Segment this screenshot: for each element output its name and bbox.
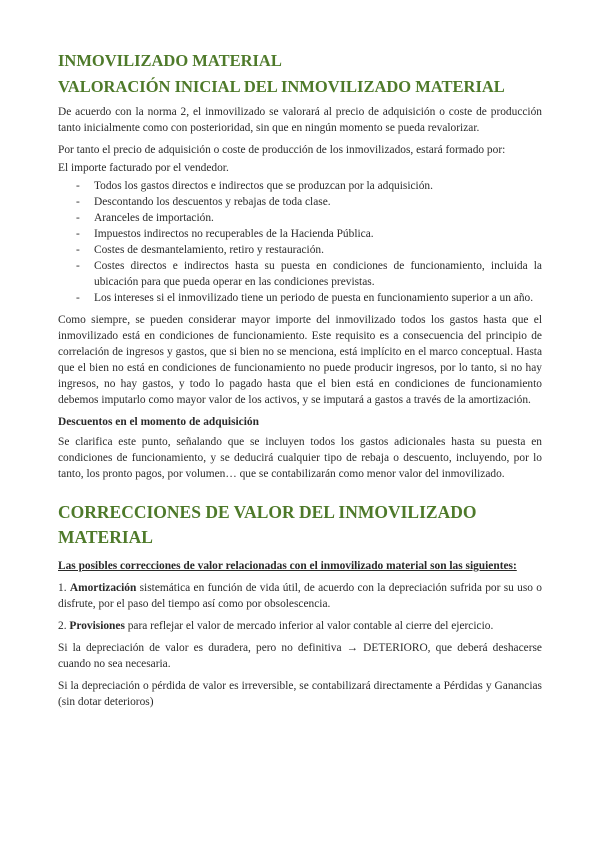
list-item: - Costes de desmantelamiento, retiro y restauración. (76, 244, 324, 256)
subheading-descuentos: Descuentos en el momento de adquisición (58, 416, 259, 428)
section-title-correcciones-valor: CORRECCIONES DE VALOR DEL INMOVILIZADO MATERIAL (58, 502, 477, 547)
amortizacion-text: sistemática en función de vida útil, de acuerdo con la depreciación sufrida por su uso o disfrute, por el paso del tiempo así como por obsolescencia. (58, 582, 542, 610)
dash-bullet: - (76, 196, 80, 208)
item-number: 1. (58, 582, 67, 594)
paragraph-precio-adquisicion: Por tanto el precio de adquisición o coste de producción de los inmovilizados, estará formado por: (58, 144, 506, 156)
list-item: - Los intereses si el inmovilizado tiene un periodo de puesta en funcionamiento superior a un año. (76, 292, 534, 304)
paragraph-importe-facturado: El importe facturado por el vendedor. (58, 162, 229, 174)
dash-bullet: - (76, 180, 80, 192)
item-number: 2. (58, 620, 67, 632)
term-provisiones: Provisiones (69, 620, 125, 632)
paragraph-posibles-correcciones: Las posibles correcciones de valor relacionadas con el inmovilizado material son las siguientes: (58, 560, 517, 572)
cost-components-list (58, 178, 542, 306)
section-title-valoracion-inicial: VALORACIÓN INICIAL DEL INMOVILIZADO MATERIAL (58, 77, 505, 96)
term-amortizacion: Amortización (69, 582, 137, 594)
paragraph-provisiones (58, 618, 542, 634)
dash-bullet: - (76, 244, 80, 256)
list-item: - Aranceles de importación. (76, 212, 214, 224)
dash-bullet: - (76, 212, 80, 224)
dash-bullet: - (76, 292, 80, 304)
paragraph-se-clarifica: Se clarifica este punto, señalando que se incluyen todos los gastos adicionales hasta su puesta en condiciones de funcionamiento, y se deducirá cualquier tipo de rebaja o descuento, incluyendo, por lo tanto, los pronto pagos, por volumen… que se contabilizarán como menor valor del inmovilizado. (58, 436, 542, 480)
paragraph-como-siempre: Como siempre, se pueden considerar mayor importe del inmovilizado todos los gastos hasta que el inmovilizado está en condiciones de funcionamiento. Este requisito es a consecuencia del principio de correlación de ingresos y gastos, que si bien no se menciona, está implícito en el marco conceptual. Hasta que el bien no está en condiciones de funcionamiento no puede producir ingresos, por lo tanto, si no hay ingresos, no hay gastos, y todo lo pagado hasta que el bien está en condiciones de funcionamiento debemos imputarlo como mayor valor de los activos, y se imputará a gastos a través de la amortización. (58, 314, 542, 406)
dash-bullet: - (76, 260, 80, 272)
provisiones-text: para reflejar el valor de mercado inferior al valor contable al cierre del ejercicio. (124, 620, 494, 632)
paragraph-irreversible: Si la depreciación o pérdida de valor es irreversible, se contabilizará directamente a Pérdidas y Ganancias (sin dotar deterioros) (58, 680, 542, 708)
list-item: - Impuestos indirectos no recuperables de la Hacienda Pública. (76, 228, 374, 240)
list-item: - Descontando los descuentos y rebajas de toda clase. (76, 196, 331, 208)
section-title-inmovilizado-material: INMOVILIZADO MATERIAL (58, 51, 282, 70)
document-content (58, 50, 542, 716)
paragraph-deterioro: Si la depreciación de valor es duradera, pero no definitiva → DETERIORO, que deberá deshacerse cuando no sea necesaria. (58, 642, 542, 670)
list-item: - Costes directos e indirectos hasta su puesta en condiciones de funcionamiento, incluida la ubicación para que pueda operar en las condiciones previstas. (76, 260, 542, 288)
paragraph-amortizacion (58, 580, 542, 612)
paragraph-norma-2: De acuerdo con la norma 2, el inmovilizado se valorará al precio de adquisición o coste de producción tanto inicialmente como con posterioridad, sin que en ningún momento se pueda revalorizar. (58, 106, 542, 134)
list-item: - Todos los gastos directos e indirectos que se produzcan por la adquisición. (76, 180, 433, 192)
dash-bullet: - (76, 228, 80, 240)
